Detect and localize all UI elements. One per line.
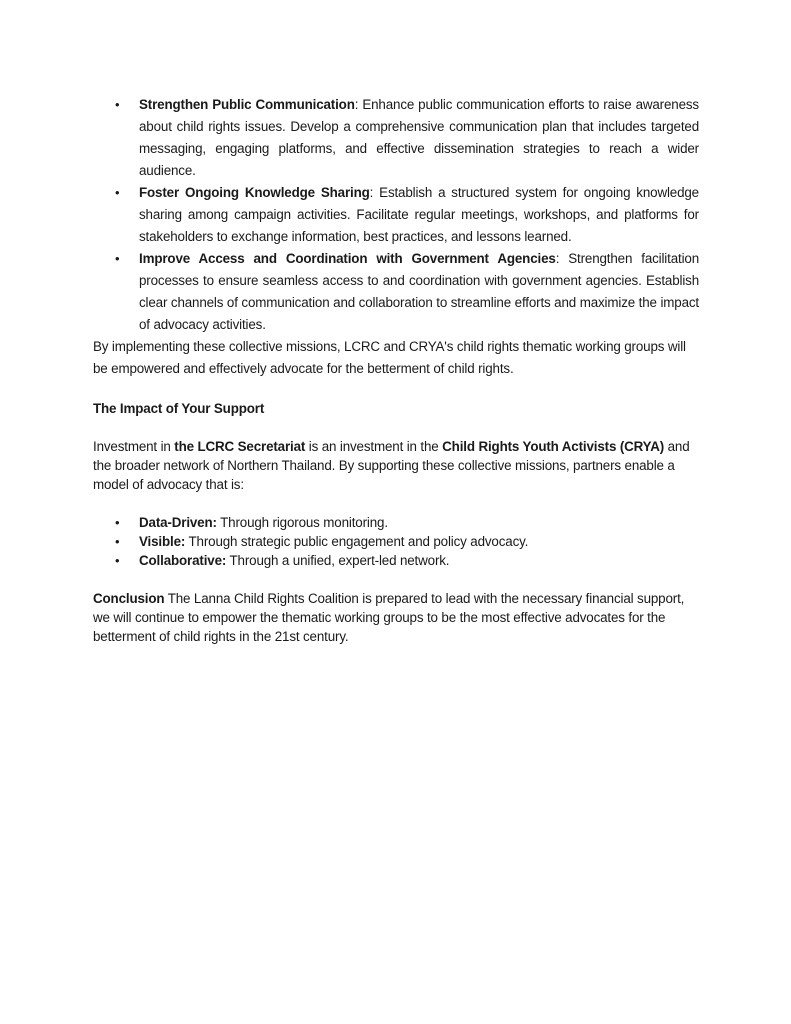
model-bullet-list: [93, 513, 699, 570]
bullet-icon: •: [115, 97, 120, 112]
bullet-title: Collaborative:: [139, 553, 227, 568]
list-item: • Strengthen Public Communication: Enhance public communication efforts to raise awareness about child rights issues. Develop a comprehensive communication plan that includes targeted messaging, engaging platforms, and effective dissemination strategies to reach a wider audience.: [93, 94, 699, 182]
impact-heading: The Impact of Your Support: [93, 401, 265, 416]
bullet-icon: •: [115, 553, 120, 568]
bullet-text: Establish a structured system for ongoing knowledge sharing among campaign activities. Facilitate regular meetings, workshops, and platforms for stakeholders to exchange information, best practices, and lessons learned.: [139, 185, 699, 244]
bullet-title: Visible:: [139, 534, 186, 549]
list-item: • Improve Access and Coordination with Government Agencies: Strengthen facilitation processes to ensure seamless access to and coordination with government agencies. Establish clear channels of communication and collaboration to streamline efforts and maximize the impact of advocacy activities.: [93, 248, 699, 336]
conclusion-text: The Lanna Child Rights Coalition is prepared to lead with the necessary financial support, we will continue to empower the thematic working groups to be the most effective advocates for the betterment of child rights in the 21st century.: [93, 591, 685, 644]
bullet-icon: •: [115, 534, 120, 549]
bullet-text: Strengthen facilitation processes to ensure seamless access to and coordination with government agencies. Establish clear channels of communication and collaboration to streamline efforts and maximize the impact of advocacy activities.: [139, 251, 699, 332]
bullet-title: Foster Ongoing Knowledge Sharing: [139, 185, 370, 200]
bullet-text: Through rigorous monitoring.: [216, 515, 388, 530]
bullet-icon: •: [115, 515, 120, 530]
bullet-icon: •: [115, 251, 120, 266]
missions-summary: By implementing these collective missions, LCRC and CRYA's child rights thematic working groups will be empowered and effectively advocate for the betterment of child rights.: [93, 339, 686, 376]
mission-bullet-list: [93, 94, 699, 336]
bullet-text: Through a unified, expert-led network.: [226, 553, 450, 568]
conclusion-label: Conclusion: [93, 591, 165, 606]
list-item: • Foster Ongoing Knowledge Sharing: Establish a structured system for ongoing knowledge sharing among campaign activities. Facilitate regular meetings, workshops, and platforms for stakeholders to exchange information, best practices, and lessons learned.: [93, 182, 699, 248]
bullet-text: Enhance public communication efforts to raise awareness about child rights issues. Develop a comprehensive communication plan that includes targeted messaging, engaging platforms, and effective dissemination strategies to reach a wider audience.: [139, 97, 699, 178]
bullet-title: Data-Driven:: [139, 515, 217, 530]
list-item: [93, 513, 699, 532]
document-page: [93, 94, 699, 646]
list-item: [93, 532, 699, 551]
list-item: [93, 551, 699, 570]
bullet-title: Strengthen Public Communication: [139, 97, 355, 112]
bullet-text: Through strategic public engagement and policy advocacy.: [185, 534, 529, 549]
impact-paragraph: Investment in the LCRC Secretariat is an investment in the Child Rights Youth Activists (CRYA) and the broader network of Northern Thailand. By supporting these collective missions, partners enable a model of advocacy that is:: [93, 439, 690, 492]
bullet-icon: •: [115, 185, 120, 200]
conclusion-paragraph: [93, 589, 699, 646]
bullet-title: Improve Access and Coordination with Government Agencies: [139, 251, 556, 266]
